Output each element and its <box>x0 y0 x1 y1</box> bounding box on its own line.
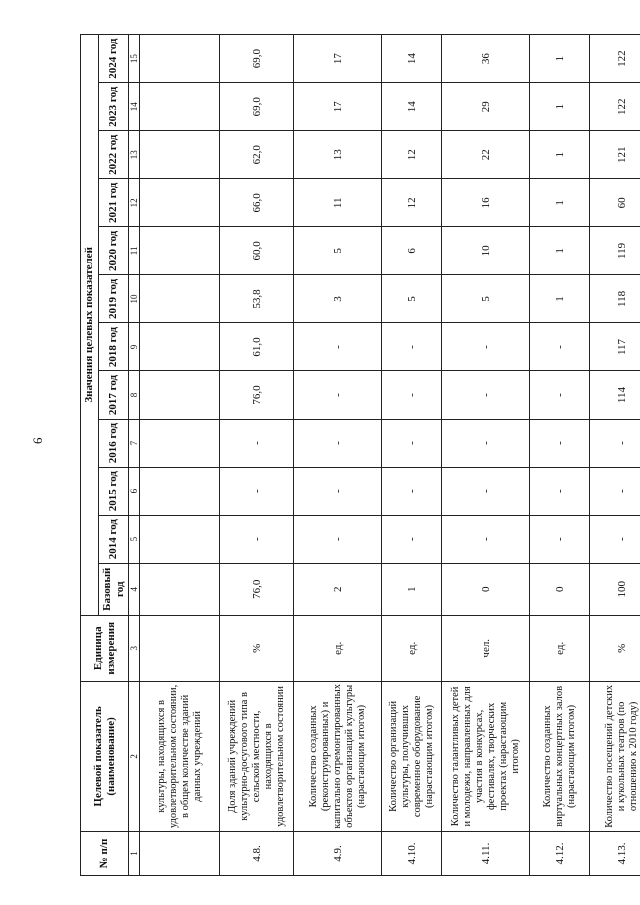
column-index: 10 <box>129 275 140 323</box>
value-cell: - <box>294 467 382 515</box>
unit-cell: % <box>220 615 294 681</box>
table-row <box>140 35 220 876</box>
value-cell: 69,0 <box>220 35 294 83</box>
value-cell: 12 <box>382 179 442 227</box>
value-cell: 100 <box>590 563 640 615</box>
value-cell: - <box>294 515 382 563</box>
header-num: № п/п <box>81 831 129 875</box>
value-cell <box>140 35 220 83</box>
value-cell: 1 <box>530 179 590 227</box>
value-cell: 122 <box>590 83 640 131</box>
column-index: 2 <box>129 681 140 831</box>
column-index: 3 <box>129 615 140 681</box>
value-cell: 13 <box>294 131 382 179</box>
value-cell: - <box>530 467 590 515</box>
value-cell <box>140 467 220 515</box>
table-row <box>530 35 590 876</box>
header-year: 2022 год <box>99 131 129 179</box>
column-index: 15 <box>129 35 140 83</box>
column-index: 6 <box>129 467 140 515</box>
value-cell: 11 <box>294 179 382 227</box>
value-cell: - <box>442 371 530 419</box>
value-cell: 1 <box>530 83 590 131</box>
header-year: 2021 год <box>99 179 129 227</box>
unit-cell: ед. <box>382 615 442 681</box>
value-cell: - <box>530 371 590 419</box>
table-row <box>442 35 530 876</box>
row-number: 4.10. <box>382 831 442 875</box>
value-cell <box>140 323 220 371</box>
indicator-name: Количество созданных виртуальных концертных залов (нарастающим итогом) <box>530 681 590 831</box>
column-index: 1 <box>129 831 140 875</box>
value-cell: 0 <box>530 563 590 615</box>
header-year: Базовый год <box>99 563 129 615</box>
value-cell: 22 <box>442 131 530 179</box>
value-cell: 2 <box>294 563 382 615</box>
value-cell: - <box>220 515 294 563</box>
header-year: 2023 год <box>99 83 129 131</box>
header-unit: Единица измерения <box>81 615 129 681</box>
value-cell: 122 <box>590 35 640 83</box>
value-cell <box>140 83 220 131</box>
value-cell: - <box>220 467 294 515</box>
value-cell: 76,0 <box>220 563 294 615</box>
column-index: 7 <box>129 419 140 467</box>
value-cell: 5 <box>442 275 530 323</box>
value-cell: - <box>530 323 590 371</box>
unit-cell: ед. <box>530 615 590 681</box>
unit-cell: ед. <box>294 615 382 681</box>
value-cell: - <box>294 323 382 371</box>
header-year: 2024 год <box>99 35 129 83</box>
value-cell: 117 <box>590 323 640 371</box>
value-cell: - <box>590 419 640 467</box>
header-year: 2017 год <box>99 371 129 419</box>
value-cell: 60 <box>590 179 640 227</box>
header-year: 2016 год <box>99 419 129 467</box>
value-cell <box>140 227 220 275</box>
value-cell: 62,0 <box>220 131 294 179</box>
value-cell: 5 <box>294 227 382 275</box>
unit-cell <box>140 615 220 681</box>
value-cell <box>140 275 220 323</box>
value-cell: 10 <box>442 227 530 275</box>
value-cell: - <box>590 515 640 563</box>
table-row <box>590 35 640 876</box>
value-cell: 119 <box>590 227 640 275</box>
value-cell: 118 <box>590 275 640 323</box>
column-index: 5 <box>129 515 140 563</box>
value-cell <box>140 515 220 563</box>
unit-cell: чел. <box>442 615 530 681</box>
indicator-name: Доля зданий учреждений культурно-досугового типа в сельской местности, находящихся в удовлетворительном состоянии <box>220 681 294 831</box>
value-cell: - <box>382 323 442 371</box>
column-index: 4 <box>129 563 140 615</box>
value-cell: 114 <box>590 371 640 419</box>
value-cell: - <box>590 467 640 515</box>
row-number: 4.9. <box>294 831 382 875</box>
row-number: 4.8. <box>220 831 294 875</box>
value-cell <box>140 131 220 179</box>
unit-cell: % <box>590 615 640 681</box>
table-row <box>382 35 442 876</box>
header-year: 2018 год <box>99 323 129 371</box>
value-cell: 61,0 <box>220 323 294 371</box>
value-cell: 60,0 <box>220 227 294 275</box>
column-index: 9 <box>129 323 140 371</box>
column-index: 8 <box>129 371 140 419</box>
value-cell: - <box>294 371 382 419</box>
value-cell: - <box>530 515 590 563</box>
value-cell: 14 <box>382 35 442 83</box>
value-cell: 0 <box>442 563 530 615</box>
indicator-name: Количество талантливых детей и молодежи, направленных для участия в конкурсах, фестивалях, творческих проектах (нарастающим итогом) <box>442 681 530 831</box>
value-cell: 53,8 <box>220 275 294 323</box>
column-index: 12 <box>129 179 140 227</box>
indicators-table <box>80 34 640 876</box>
row-number: 4.12. <box>530 831 590 875</box>
value-cell: 66,0 <box>220 179 294 227</box>
indicator-name: Количество созданных (реконструированных) и капитально отремонтированных объектов организаций культуры (нарастающим итогом) <box>294 681 382 831</box>
header-values-group: Значения целевых показателей <box>81 35 99 616</box>
value-cell: 76,0 <box>220 371 294 419</box>
value-cell <box>140 419 220 467</box>
value-cell: 1 <box>530 275 590 323</box>
value-cell: 6 <box>382 227 442 275</box>
value-cell: 12 <box>382 131 442 179</box>
value-cell: - <box>382 419 442 467</box>
page-number: 6 <box>30 437 45 444</box>
value-cell: 69,0 <box>220 83 294 131</box>
value-cell: - <box>442 515 530 563</box>
value-cell: - <box>382 467 442 515</box>
value-cell: 1 <box>530 227 590 275</box>
value-cell: - <box>220 419 294 467</box>
rotated-page <box>80 34 639 876</box>
row-number <box>140 831 220 875</box>
value-cell: - <box>382 371 442 419</box>
value-cell: 1 <box>530 131 590 179</box>
value-cell: 36 <box>442 35 530 83</box>
column-index: 14 <box>129 83 140 131</box>
value-cell <box>140 179 220 227</box>
value-cell: 5 <box>382 275 442 323</box>
value-cell: - <box>442 323 530 371</box>
column-index: 13 <box>129 131 140 179</box>
value-cell: 17 <box>294 35 382 83</box>
value-cell: - <box>442 419 530 467</box>
value-cell: - <box>442 467 530 515</box>
header-year: 2020 год <box>99 227 129 275</box>
value-cell: 1 <box>530 35 590 83</box>
value-cell: 3 <box>294 275 382 323</box>
value-cell: 121 <box>590 131 640 179</box>
value-cell: 17 <box>294 83 382 131</box>
header-year: 2015 год <box>99 467 129 515</box>
value-cell <box>140 563 220 615</box>
table-row <box>294 35 382 876</box>
header-indicator: Целевой показатель (наименование) <box>81 681 129 831</box>
value-cell: - <box>382 515 442 563</box>
value-cell: - <box>530 419 590 467</box>
column-index: 11 <box>129 227 140 275</box>
indicator-name: Количество посещений детских и кукольных театров (по отношению к 2010 году) <box>590 681 640 831</box>
value-cell: 14 <box>382 83 442 131</box>
value-cell <box>140 371 220 419</box>
value-cell: 16 <box>442 179 530 227</box>
row-number: 4.13. <box>590 831 640 875</box>
value-cell: 1 <box>382 563 442 615</box>
indicator-name: культуры, находящихся в удовлетворительном состоянии, в общем количестве зданий данных учреждений <box>140 681 220 831</box>
table-row <box>220 35 294 876</box>
indicator-name: Количество организаций культуры, получивших современное оборудование (нарастающим итогом) <box>382 681 442 831</box>
header-year: 2014 год <box>99 515 129 563</box>
row-number: 4.11. <box>442 831 530 875</box>
value-cell: - <box>294 419 382 467</box>
value-cell: 29 <box>442 83 530 131</box>
header-year: 2019 год <box>99 275 129 323</box>
